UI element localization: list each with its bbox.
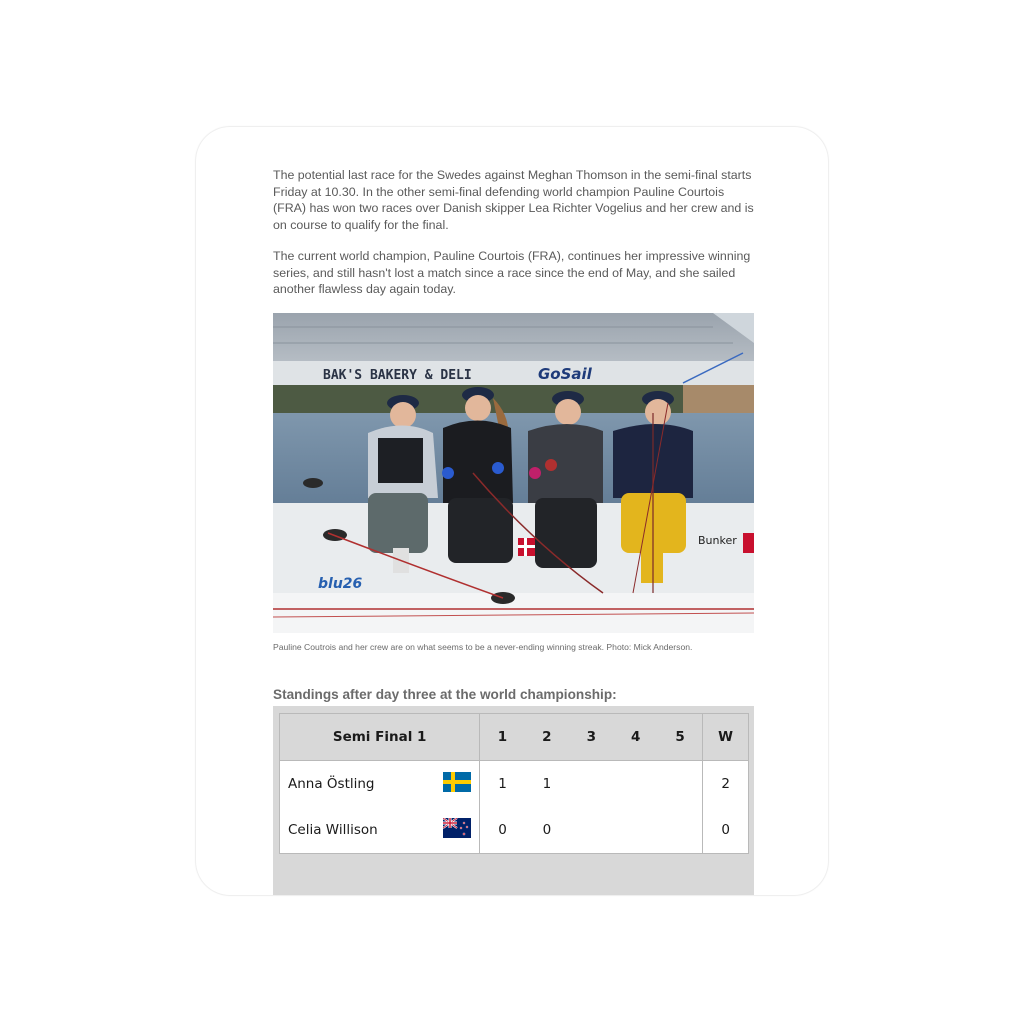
sailing-crew-photo <box>273 313 754 633</box>
article-content <box>273 167 754 895</box>
table-header-row <box>280 713 749 760</box>
article-card <box>196 127 828 895</box>
article-paragraph-1: The potential last race for the Swedes against Meghan Thomson in the semi-final starts Friday at 10.30. In the other semi-final defending world champion Pauline Courtois (FRA) has won two races over Danish skipper Lea Richter Vogelius and her crew and is on course to qualify for the final. <box>273 168 754 232</box>
wins-count: 0 <box>703 807 749 854</box>
competitor-name: Anna Östling <box>288 775 375 792</box>
table-header-name: Semi Final 1 <box>280 713 480 760</box>
race-result <box>658 807 703 854</box>
table-header-race-5: 5 <box>658 713 703 760</box>
table-header-race-3: 3 <box>569 713 613 760</box>
wins-count: 2 <box>703 760 749 807</box>
race-result: 0 <box>480 807 525 854</box>
bow-logo-text: blu26 <box>318 575 363 592</box>
table-row <box>280 807 749 854</box>
table-header-race-4: 4 <box>613 713 657 760</box>
competitor-cell <box>280 807 480 854</box>
sweden-flag-icon <box>443 772 471 792</box>
boom-logo-text: GoSail <box>538 364 592 383</box>
competitor-name: Celia Willison <box>288 821 378 838</box>
standings-table-container <box>273 706 754 896</box>
table-header-wins: W <box>703 713 749 760</box>
standings-title: Standings after day three at the world championship: <box>273 686 617 702</box>
table-header-race-1: 1 <box>480 713 525 760</box>
race-result <box>569 807 613 854</box>
boom-sponsor-text: BAK'S BAKERY & DELI <box>323 367 472 383</box>
new-zealand-flag-icon <box>443 818 471 838</box>
hull-sponsor-text: Bunker <box>698 533 737 547</box>
race-result: 0 <box>525 807 569 854</box>
race-result: 1 <box>525 760 569 807</box>
article-photo[interactable] <box>273 313 754 633</box>
table-header-race-2: 2 <box>525 713 569 760</box>
table-row <box>280 760 749 807</box>
race-result: 1 <box>480 760 525 807</box>
race-result <box>658 760 703 807</box>
race-result <box>569 760 613 807</box>
article-paragraph-2: The current world champion, Pauline Courtois (FRA), continues her impressive winning series, and still hasn't lost a match since a race since the end of May, and she sailed another flawless day again today. <box>273 249 751 296</box>
race-result <box>613 807 657 854</box>
competitor-cell <box>280 760 480 807</box>
race-result <box>613 760 657 807</box>
photo-caption: Pauline Coutrois and her crew are on what seems to be a never-ending winning streak. Photo: Mick Anderson. <box>273 641 693 652</box>
standings-table <box>279 713 749 854</box>
